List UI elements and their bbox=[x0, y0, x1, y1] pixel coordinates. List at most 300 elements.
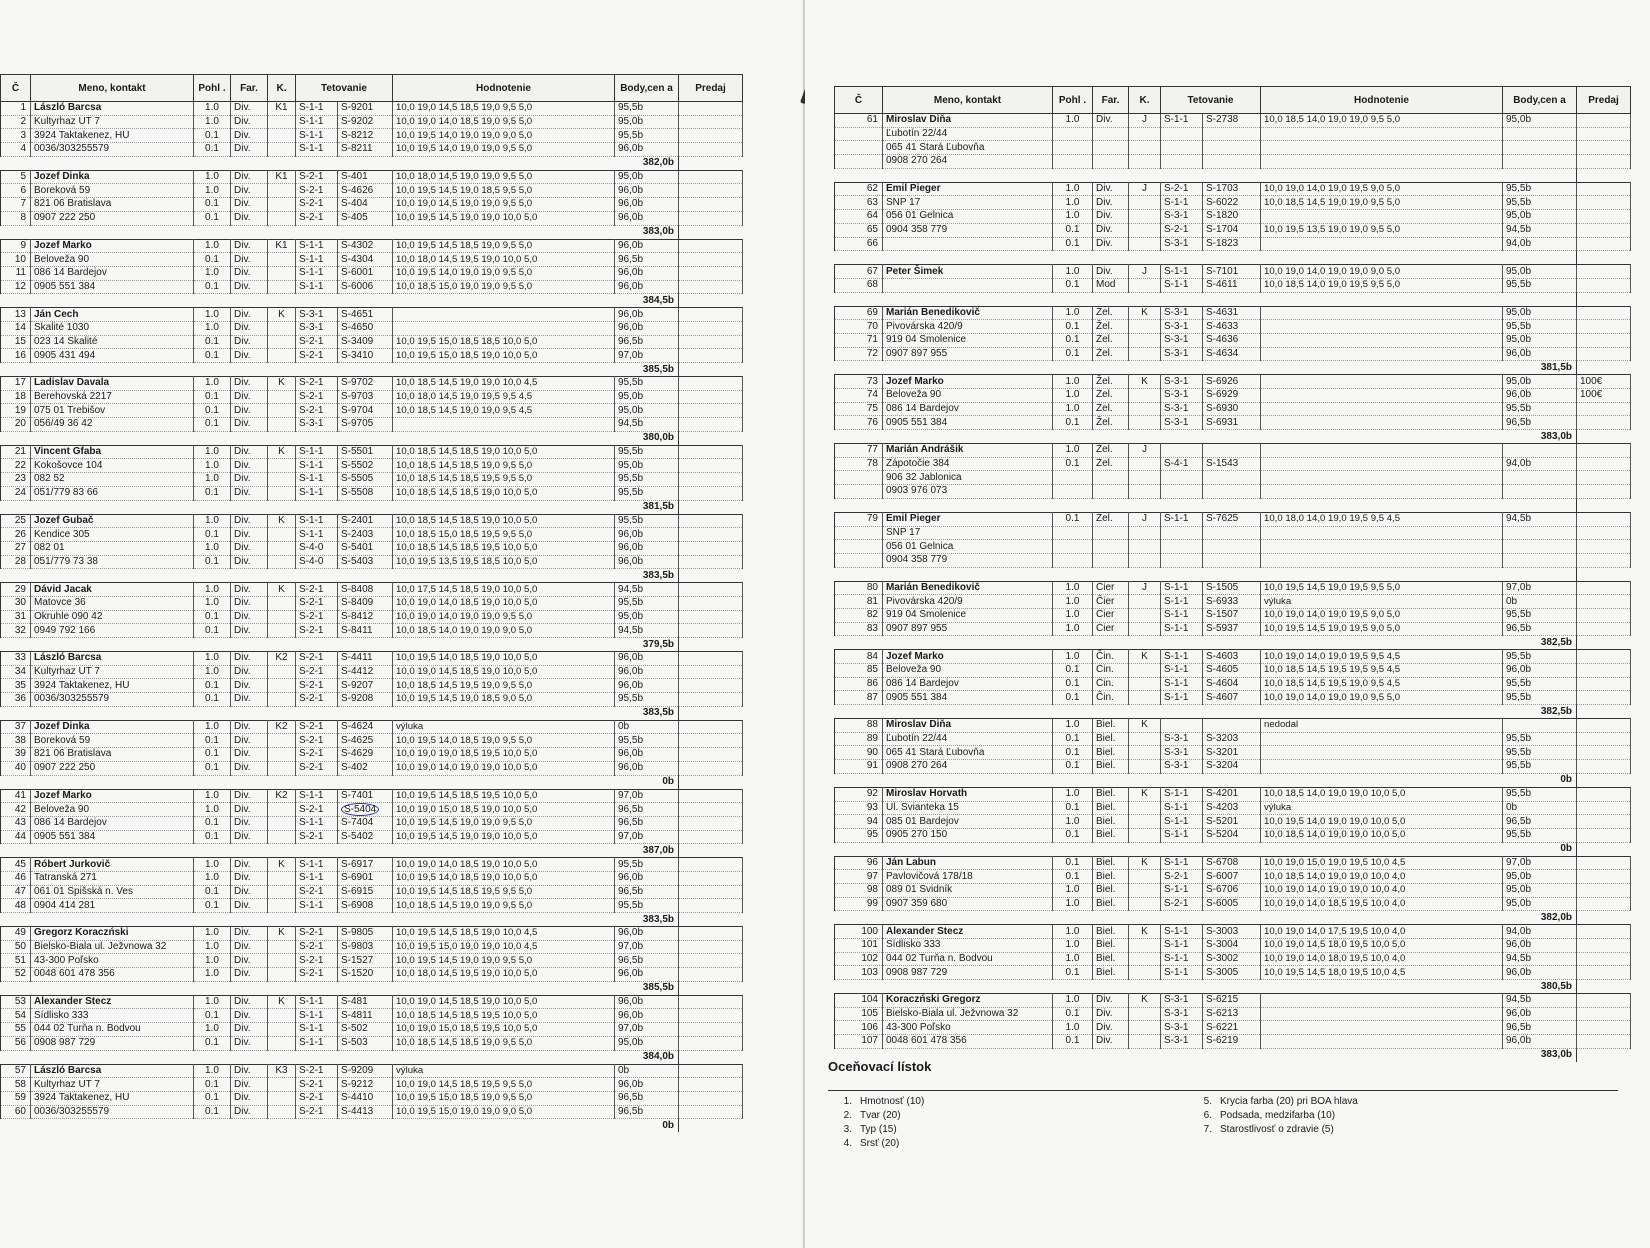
table-row bbox=[835, 1007, 1631, 1021]
points-cell: 94,0b bbox=[1503, 237, 1577, 251]
tattoo-number: S-9702 bbox=[338, 377, 393, 391]
breeder-info: Beloveža 90 bbox=[883, 664, 1053, 678]
sex-cell: 1.0 bbox=[194, 927, 231, 941]
breeder-info: 0905 551 384 bbox=[31, 280, 194, 294]
color-cell: Div. bbox=[231, 335, 268, 349]
color-cell: Div. bbox=[231, 940, 268, 954]
tattoo-code: S-2-1 bbox=[296, 885, 338, 899]
points-cell: 96,0b bbox=[615, 184, 679, 198]
points-cell: 95,5b bbox=[615, 734, 679, 748]
tattoo-code: S-1-1 bbox=[296, 253, 338, 267]
sale-price bbox=[1577, 664, 1631, 678]
sale-price bbox=[679, 335, 743, 349]
group-total-row bbox=[835, 567, 1631, 581]
tattoo-number: S-4611 bbox=[1203, 278, 1261, 292]
entry-number: 81 bbox=[835, 595, 883, 609]
points-cell: 95,5b bbox=[615, 445, 679, 459]
tattoo-code: S-1-1 bbox=[296, 115, 338, 129]
class-cell bbox=[268, 143, 296, 157]
sale-price bbox=[1577, 1021, 1631, 1035]
scores-cell: 10,0 19,5 14,0 18,5 19,0 10,0 5,0 bbox=[393, 871, 615, 885]
sex-cell: 1.0 bbox=[194, 266, 231, 280]
class-cell bbox=[268, 1091, 296, 1105]
group-total-row bbox=[1, 844, 743, 858]
color-cell: Div. bbox=[231, 308, 268, 322]
sex-cell: 1.0 bbox=[194, 665, 231, 679]
class-cell bbox=[268, 816, 296, 830]
entry-number: 17 bbox=[1, 377, 31, 391]
entry-number: 58 bbox=[1, 1078, 31, 1092]
entry-number: 1 bbox=[1, 102, 31, 116]
class-cell bbox=[268, 624, 296, 638]
points-cell: 96,0b bbox=[615, 239, 679, 253]
group-total-row bbox=[835, 773, 1631, 787]
scores-cell bbox=[1261, 155, 1503, 169]
color-cell: Div. bbox=[231, 129, 268, 143]
class-cell bbox=[268, 280, 296, 294]
group-total: 383,5b bbox=[615, 913, 679, 927]
table-row bbox=[1, 968, 743, 982]
tattoo-number: S-4626 bbox=[338, 184, 393, 198]
color-cell: Biel. bbox=[1093, 732, 1129, 746]
tattoo-number: S-2738 bbox=[1203, 114, 1261, 128]
entry-number: 94 bbox=[835, 815, 883, 829]
table-row bbox=[835, 581, 1631, 595]
color-cell: Žel. bbox=[1093, 444, 1129, 458]
entry-number: 23 bbox=[1, 473, 31, 487]
breeder-info bbox=[883, 237, 1053, 251]
group-total: 380,5b bbox=[1503, 980, 1577, 994]
tattoo-number: S-8211 bbox=[338, 143, 393, 157]
table-row bbox=[1, 679, 743, 693]
breeder-info: 0036/303255579 bbox=[31, 693, 194, 707]
tattoo-number: S-4629 bbox=[338, 748, 393, 762]
table-row bbox=[1, 102, 743, 116]
tattoo-code: S-1-1 bbox=[296, 514, 338, 528]
tattoo-code bbox=[1161, 141, 1203, 155]
color-cell: Div. bbox=[231, 1036, 268, 1050]
points-cell: 95,5b bbox=[615, 693, 679, 707]
points-cell: 96,0b bbox=[615, 528, 679, 542]
table-row bbox=[835, 595, 1631, 609]
breeder-info: Jozef Marko bbox=[883, 650, 1053, 664]
entry-number: 24 bbox=[1, 486, 31, 500]
tattoo-code: S-1-1 bbox=[296, 1023, 338, 1037]
points-cell: 95,5b bbox=[1503, 677, 1577, 691]
points-cell: 95,0b bbox=[1503, 883, 1577, 897]
sex-cell: 0.1 bbox=[1053, 856, 1093, 870]
group-total: 380,0b bbox=[615, 431, 679, 445]
table-row bbox=[835, 375, 1631, 389]
tattoo-number: S-6933 bbox=[1203, 595, 1261, 609]
table-row bbox=[1, 115, 743, 129]
sale-price bbox=[1577, 581, 1631, 595]
tattoo-code: S-2-1 bbox=[296, 211, 338, 225]
entry-number: 87 bbox=[835, 691, 883, 705]
table-row bbox=[835, 389, 1631, 403]
entry-number: 47 bbox=[1, 885, 31, 899]
class-cell bbox=[268, 610, 296, 624]
breeder-info: Pivovárska 420/9 bbox=[883, 595, 1053, 609]
sex-cell: 1.0 bbox=[194, 308, 231, 322]
breeder-info: László Barcsa bbox=[31, 1064, 194, 1078]
scores-cell bbox=[1261, 457, 1503, 471]
tattoo-code: S-1-1 bbox=[296, 129, 338, 143]
points-cell: 95,0b bbox=[1503, 870, 1577, 884]
class-cell: J bbox=[1129, 512, 1161, 526]
scores-cell: 10,0 18,5 14,5 19,0 19,0 9,5 5,0 bbox=[393, 899, 615, 913]
sex-cell: 0.1 bbox=[194, 734, 231, 748]
tattoo-code: S-2-1 bbox=[1161, 223, 1203, 237]
breeder-group bbox=[1, 789, 743, 858]
points-cell: 96,5b bbox=[615, 885, 679, 899]
entry-number: 88 bbox=[835, 719, 883, 733]
points-cell: 95,0b bbox=[1503, 333, 1577, 347]
col-c: Č bbox=[835, 87, 883, 114]
tattoo-number: S-6219 bbox=[1203, 1035, 1261, 1049]
breeder-info: 0907 359 680 bbox=[883, 897, 1053, 911]
points-cell: 96,5b bbox=[1503, 1021, 1577, 1035]
breeder-info: 0905 270 150 bbox=[883, 828, 1053, 842]
table-row bbox=[1, 734, 743, 748]
sale-price bbox=[679, 693, 743, 707]
tattoo-number bbox=[1203, 471, 1261, 485]
points-cell: 96,0b bbox=[615, 665, 679, 679]
tattoo-code: S-2-1 bbox=[296, 927, 338, 941]
tattoo-number: S-9805 bbox=[338, 927, 393, 941]
group-total-row bbox=[1, 431, 743, 445]
class-cell bbox=[268, 734, 296, 748]
color-cell: Biel. bbox=[1093, 856, 1129, 870]
tattoo-number: S-4636 bbox=[1203, 333, 1261, 347]
table-row bbox=[835, 512, 1631, 526]
tattoo-number bbox=[1203, 485, 1261, 499]
table-row bbox=[835, 1035, 1631, 1049]
table-row bbox=[1, 198, 743, 212]
breeder-info: 0905 431 494 bbox=[31, 349, 194, 363]
points-cell: 96,0b bbox=[1503, 966, 1577, 980]
tattoo-number: S-4625 bbox=[338, 734, 393, 748]
sale-price bbox=[679, 665, 743, 679]
tattoo-number: S-5403 bbox=[338, 555, 393, 569]
breeder-info: 082 52 bbox=[31, 473, 194, 487]
table-row bbox=[1, 170, 743, 184]
color-cell: Biel. bbox=[1093, 925, 1129, 939]
points-cell: 96,5b bbox=[1503, 815, 1577, 829]
scores-cell: výluka bbox=[1261, 801, 1503, 815]
tattoo-code: S-2-1 bbox=[296, 390, 338, 404]
scores-cell: 10,0 19,5 14,0 18,5 19,0 10,0 5,0 bbox=[393, 652, 615, 666]
legend-label: Srsť (20) bbox=[860, 1138, 900, 1149]
points-cell: 95,5b bbox=[615, 486, 679, 500]
group-total: 383,5b bbox=[615, 706, 679, 720]
entry-number: 61 bbox=[835, 114, 883, 128]
sale-price bbox=[679, 1064, 743, 1078]
sex-cell: 1.0 bbox=[1053, 787, 1093, 801]
scores-cell bbox=[1261, 553, 1503, 567]
sex-cell: 1.0 bbox=[1053, 389, 1093, 403]
table-row bbox=[1, 473, 743, 487]
sex-cell: 1.0 bbox=[194, 115, 231, 129]
tattoo-number bbox=[1203, 540, 1261, 554]
group-total: 382,0b bbox=[1503, 911, 1577, 925]
entry-number: 26 bbox=[1, 528, 31, 542]
class-cell bbox=[268, 1009, 296, 1023]
sex-cell: 1.0 bbox=[194, 514, 231, 528]
scores-cell: 10,0 18,5 15,0 19,0 19,0 9,5 5,0 bbox=[393, 280, 615, 294]
tattoo-code: S-3-1 bbox=[1161, 237, 1203, 251]
color-cell: Div. bbox=[1093, 114, 1129, 128]
sex-cell: 1.0 bbox=[194, 377, 231, 391]
scores-cell: 10,0 18,5 14,5 18,5 19,5 9,5 5,0 bbox=[393, 473, 615, 487]
class-cell: K bbox=[268, 377, 296, 391]
legend-item bbox=[828, 1137, 924, 1151]
tattoo-number: S-5201 bbox=[1203, 815, 1261, 829]
sex-cell: 0.1 bbox=[194, 885, 231, 899]
breeder-info: Kokošovce 104 bbox=[31, 459, 194, 473]
breeder-group bbox=[1, 308, 743, 377]
breeder-group bbox=[835, 925, 1631, 994]
table-row bbox=[1, 308, 743, 322]
sale-price: 100€ bbox=[1577, 375, 1631, 389]
tattoo-number bbox=[1203, 553, 1261, 567]
tattoo-number bbox=[1203, 444, 1261, 458]
entry-number: 29 bbox=[1, 583, 31, 597]
tattoo-number: S-6001 bbox=[338, 266, 393, 280]
tattoo-code: S-3-1 bbox=[1161, 320, 1203, 334]
sale-price bbox=[679, 198, 743, 212]
table-row bbox=[835, 650, 1631, 664]
legend-number: 6. bbox=[1203, 1110, 1212, 1121]
color-cell: Div. bbox=[231, 858, 268, 872]
class-cell: K bbox=[1129, 375, 1161, 389]
points-cell: 96,0b bbox=[615, 652, 679, 666]
class-cell bbox=[1129, 677, 1161, 691]
color-cell: Div. bbox=[231, 102, 268, 116]
points-cell: 96,5b bbox=[615, 1091, 679, 1105]
tattoo-number: S-6215 bbox=[1203, 994, 1261, 1008]
class-cell bbox=[268, 321, 296, 335]
color-cell: Div. bbox=[231, 1078, 268, 1092]
results-table-right bbox=[834, 86, 1631, 1062]
breeder-info: 086 14 Bardejov bbox=[31, 266, 194, 280]
col-meno: Meno, kontakt bbox=[883, 87, 1053, 114]
scores-cell: 10,0 18,0 14,0 19,0 19,5 9,5 4,5 bbox=[1261, 512, 1503, 526]
breeder-info: Marián Andrášik bbox=[883, 444, 1053, 458]
color-cell: Div. bbox=[231, 1009, 268, 1023]
sale-price bbox=[1577, 1007, 1631, 1021]
tattoo-number: S-401 bbox=[338, 170, 393, 184]
table-row bbox=[1, 858, 743, 872]
sale-price bbox=[1577, 402, 1631, 416]
sex-cell: 1.0 bbox=[194, 583, 231, 597]
color-cell: Div. bbox=[231, 968, 268, 982]
color-cell: Div. bbox=[231, 170, 268, 184]
scores-cell: 10,0 19,5 15,0 18,5 19,0 10,0 5,0 bbox=[393, 349, 615, 363]
breeder-group bbox=[1, 995, 743, 1064]
scores-cell bbox=[1261, 141, 1503, 155]
sale-price bbox=[1577, 155, 1631, 169]
points-cell: 96,0b bbox=[615, 679, 679, 693]
entry-number: 102 bbox=[835, 952, 883, 966]
breeder-group bbox=[1, 170, 743, 239]
entry-number: 69 bbox=[835, 306, 883, 320]
class-cell: K bbox=[1129, 650, 1161, 664]
sex-cell: 0.1 bbox=[194, 253, 231, 267]
table-row bbox=[1, 652, 743, 666]
sale-price bbox=[679, 940, 743, 954]
tattoo-code: S-2-1 bbox=[296, 652, 338, 666]
breeder-info: Beloveža 90 bbox=[883, 389, 1053, 403]
breeder-group bbox=[835, 512, 1631, 581]
tattoo-number: S-3203 bbox=[1203, 732, 1261, 746]
class-cell bbox=[268, 1023, 296, 1037]
breeder-info: Alexander Stecz bbox=[31, 995, 194, 1009]
scores-cell: 10,0 19,0 14,5 18,5 19,0 10,0 5,0 bbox=[393, 995, 615, 1009]
group-total-row bbox=[1, 294, 743, 308]
entry-number: 83 bbox=[835, 622, 883, 636]
scores-cell bbox=[393, 418, 615, 432]
col-far: Far. bbox=[1093, 87, 1129, 114]
table-row bbox=[1, 940, 743, 954]
tattoo-code: S-1-1 bbox=[1161, 883, 1203, 897]
breeder-info: 0036/303255579 bbox=[31, 143, 194, 157]
sale-price bbox=[1577, 801, 1631, 815]
scores-cell: 10,0 18,0 14,5 19,0 19,5 9,5 4,5 bbox=[393, 390, 615, 404]
scores-cell: 10,0 18,5 14,0 19,0 19,0 9,5 5,0 bbox=[1261, 114, 1503, 128]
class-cell bbox=[268, 541, 296, 555]
tattoo-number: S-4201 bbox=[1203, 787, 1261, 801]
table-row bbox=[835, 402, 1631, 416]
legend-number: 1. bbox=[843, 1096, 852, 1107]
scores-cell bbox=[1261, 1035, 1503, 1049]
scores-cell: 10,0 19,0 14,0 19,0 19,0 10,0 4,0 bbox=[1261, 883, 1503, 897]
tattoo-code: S-2-1 bbox=[296, 940, 338, 954]
sex-cell bbox=[1053, 540, 1093, 554]
entry-number: 22 bbox=[1, 459, 31, 473]
tattoo-number: S-8411 bbox=[338, 624, 393, 638]
color-cell: Žel. bbox=[1093, 320, 1129, 334]
sale-price bbox=[679, 885, 743, 899]
class-cell bbox=[268, 596, 296, 610]
table-row bbox=[835, 1021, 1631, 1035]
class-cell bbox=[1129, 333, 1161, 347]
points-cell: 96,5b bbox=[615, 1105, 679, 1119]
tattoo-code: S-1-1 bbox=[296, 473, 338, 487]
color-cell: Div. bbox=[231, 486, 268, 500]
points-cell bbox=[1503, 553, 1577, 567]
group-total-row bbox=[835, 980, 1631, 994]
tattoo-number: S-6221 bbox=[1203, 1021, 1261, 1035]
tattoo-code bbox=[1161, 485, 1203, 499]
class-cell: K bbox=[1129, 856, 1161, 870]
group-total-row bbox=[1, 1050, 743, 1064]
class-cell: K bbox=[1129, 787, 1161, 801]
class-cell bbox=[1129, 622, 1161, 636]
color-cell: Div. bbox=[231, 871, 268, 885]
scores-cell: 10,0 19,0 14,0 19,0 19,0 9,5 5,0 bbox=[393, 610, 615, 624]
entry-number: 15 bbox=[1, 335, 31, 349]
color-cell: Čier bbox=[1093, 595, 1129, 609]
scores-cell: 10,0 18,5 14,5 18,5 19,0 10,0 5,0 bbox=[393, 514, 615, 528]
sex-cell: 0.1 bbox=[1053, 512, 1093, 526]
scores-cell bbox=[1261, 333, 1503, 347]
color-cell: Čin. bbox=[1093, 650, 1129, 664]
scores-cell: 10,0 19,5 14,5 19,0 19,0 9,5 5,0 bbox=[393, 816, 615, 830]
color-cell: Div. bbox=[231, 734, 268, 748]
sale-price bbox=[679, 266, 743, 280]
entry-number: 3 bbox=[1, 129, 31, 143]
breeder-info: Bielsko-Biala ul. Ježvnowa 32 bbox=[883, 1007, 1053, 1021]
scores-cell: 10,0 19,5 14,5 19,0 19,5 9,0 5,0 bbox=[1261, 622, 1503, 636]
entry-number: 35 bbox=[1, 679, 31, 693]
sex-cell: 1.0 bbox=[194, 803, 231, 817]
sex-cell: 1.0 bbox=[1053, 444, 1093, 458]
legend-number: 7. bbox=[1203, 1124, 1212, 1135]
points-cell: 0b bbox=[615, 720, 679, 734]
tattoo-number: S-8408 bbox=[338, 583, 393, 597]
tattoo-number: S-1703 bbox=[1203, 182, 1261, 196]
color-cell: Div. bbox=[231, 954, 268, 968]
class-cell bbox=[1129, 608, 1161, 622]
scores-cell bbox=[1261, 320, 1503, 334]
table-row bbox=[1, 693, 743, 707]
table-row bbox=[835, 828, 1631, 842]
entry-number: 98 bbox=[835, 883, 883, 897]
sex-cell: 0.1 bbox=[194, 555, 231, 569]
tattoo-number: S-6901 bbox=[338, 871, 393, 885]
col-k: K. bbox=[268, 75, 296, 102]
tattoo-number: S-4410 bbox=[338, 1091, 393, 1105]
sale-price bbox=[1577, 650, 1631, 664]
tattoo-number: S-6917 bbox=[338, 858, 393, 872]
class-cell bbox=[268, 253, 296, 267]
group-total bbox=[1503, 251, 1577, 265]
tattoo-code: S-1-1 bbox=[296, 459, 338, 473]
scores-cell: 10,0 19,5 14,5 19,0 19,5 9,5 5,0 bbox=[1261, 581, 1503, 595]
entry-number bbox=[835, 471, 883, 485]
sale-price bbox=[679, 816, 743, 830]
class-cell bbox=[1129, 127, 1161, 141]
class-cell bbox=[268, 198, 296, 212]
entry-number: 27 bbox=[1, 541, 31, 555]
entry-number: 70 bbox=[835, 320, 883, 334]
sex-cell: 1.0 bbox=[1053, 883, 1093, 897]
breeder-info: 044 02 Turňa n. Bodvou bbox=[883, 952, 1053, 966]
color-cell bbox=[1093, 471, 1129, 485]
entry-number: 32 bbox=[1, 624, 31, 638]
sex-cell: 0.1 bbox=[194, 486, 231, 500]
sale-price bbox=[679, 308, 743, 322]
tattoo-code: S-1-1 bbox=[1161, 581, 1203, 595]
color-cell: Div. bbox=[231, 184, 268, 198]
table-row bbox=[1, 954, 743, 968]
sale-price bbox=[1577, 925, 1631, 939]
breeder-info: Ladislav Davala bbox=[31, 377, 194, 391]
sale-price bbox=[1577, 210, 1631, 224]
legend-title: Oceňovací lístok bbox=[828, 1059, 932, 1074]
sale-price bbox=[679, 239, 743, 253]
tattoo-number: S-1520 bbox=[338, 968, 393, 982]
sex-cell: 1.0 bbox=[194, 871, 231, 885]
scores-cell: 10,0 19,0 14,0 17,5 19,5 10,0 4,0 bbox=[1261, 925, 1503, 939]
sale-price bbox=[679, 789, 743, 803]
breeder-info: 0908 987 729 bbox=[883, 966, 1053, 980]
color-cell: Div. bbox=[231, 693, 268, 707]
points-cell: 96,0b bbox=[615, 761, 679, 775]
table-row bbox=[835, 939, 1631, 953]
class-cell bbox=[1129, 526, 1161, 540]
